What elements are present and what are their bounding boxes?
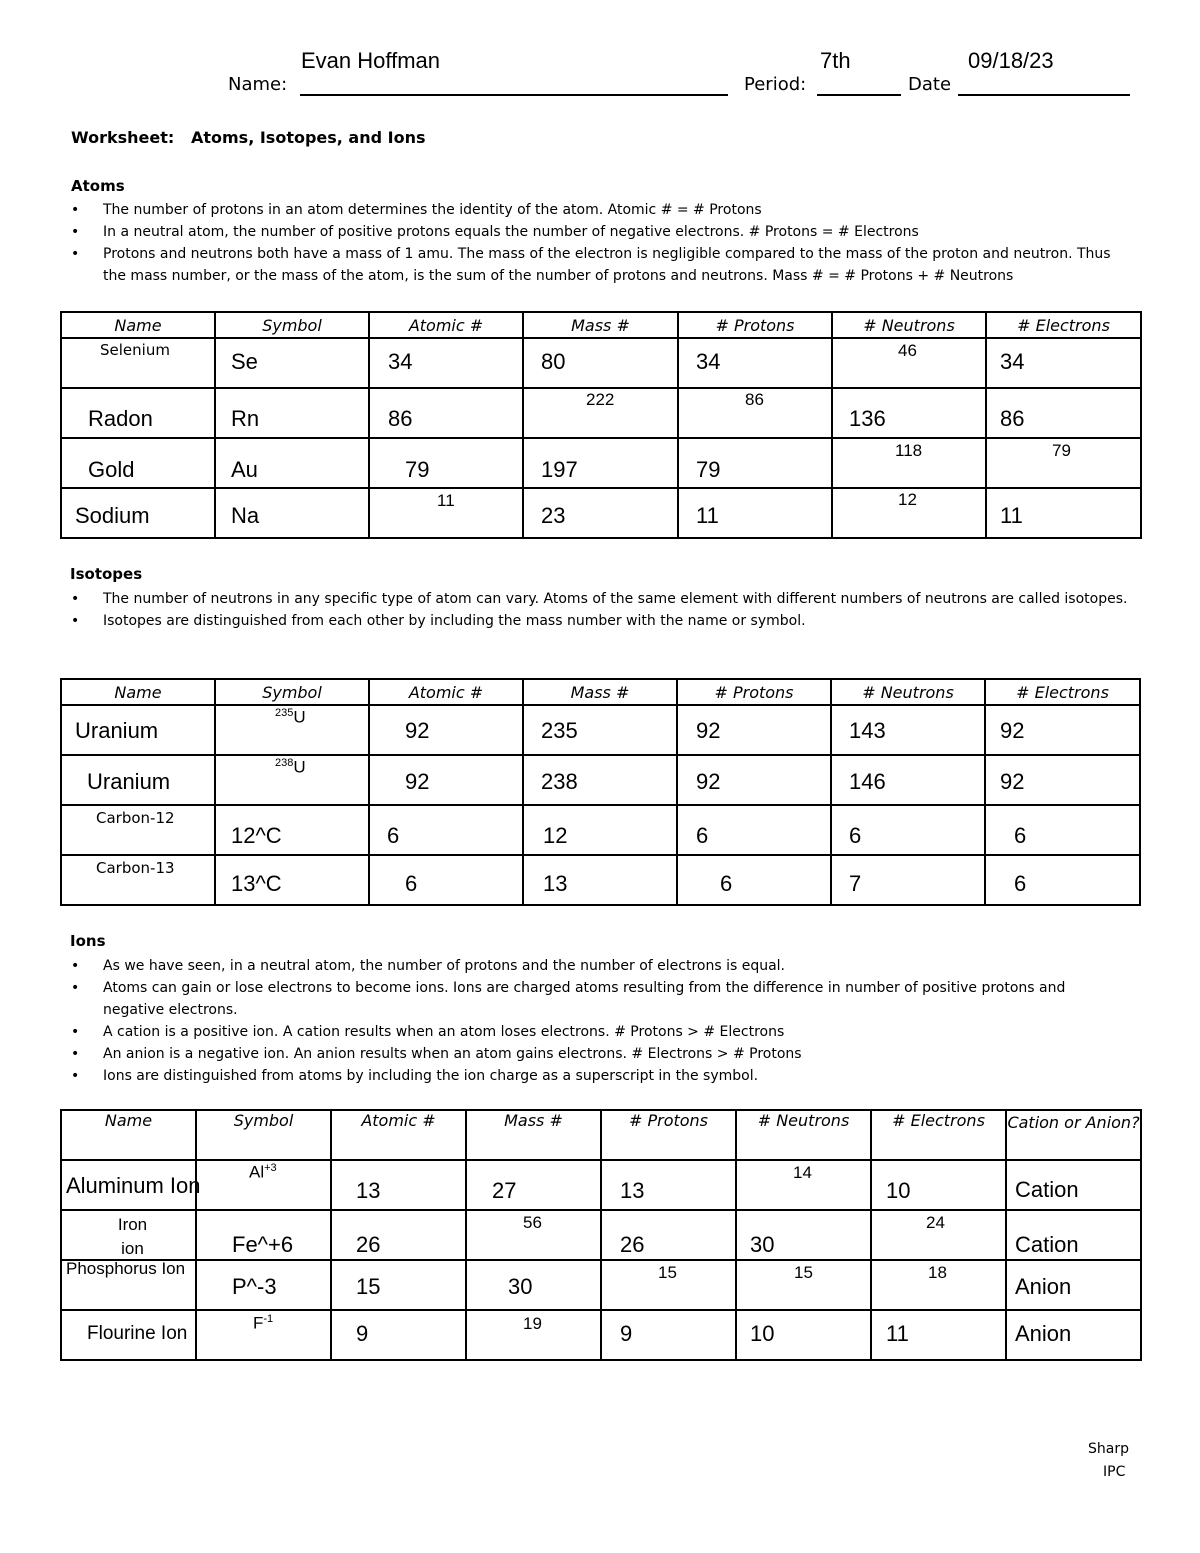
- table-cell: [61, 755, 215, 805]
- table-cell: [1006, 1160, 1141, 1210]
- table-cell: [466, 1310, 601, 1360]
- period-value: 7th: [820, 48, 851, 73]
- table-cell: [985, 855, 1140, 905]
- table-cell: [61, 338, 215, 388]
- name-label: Name:: [228, 74, 288, 95]
- table-cell: [466, 1210, 601, 1260]
- table-cell: [985, 705, 1140, 755]
- table-cell: [601, 1160, 736, 1210]
- table-cell: [61, 805, 215, 855]
- table-cell: [1006, 1260, 1141, 1310]
- cell-value: 12: [543, 823, 568, 848]
- mass-number-superscript: 238: [275, 757, 294, 769]
- table-row: [61, 705, 1140, 755]
- table-cell: [523, 438, 678, 488]
- cell-value: 86: [388, 406, 413, 431]
- column-header: Name: [61, 312, 215, 338]
- column-header: Mass #: [466, 1110, 601, 1160]
- cell-value: 79: [405, 457, 430, 482]
- footer-author: Sharp: [1088, 1441, 1129, 1457]
- cell-value: 26: [620, 1232, 645, 1257]
- table-cell: [985, 755, 1140, 805]
- table-cell: [369, 438, 523, 488]
- table-cell: [1006, 1210, 1141, 1260]
- table-cell: [331, 1260, 466, 1310]
- cell-value: 6: [720, 871, 733, 896]
- column-header: Name: [61, 679, 215, 705]
- cell-value: 19: [523, 1314, 542, 1333]
- cell-value: 26: [356, 1232, 381, 1257]
- table-row: [61, 1160, 1141, 1210]
- table-cell: [736, 1260, 871, 1310]
- cell-name: Phosphorus Ion: [66, 1259, 186, 1278]
- cell-value: 136: [849, 406, 886, 431]
- list-item: • Ions are distinguished from atoms by including the ion charge as a superscript in the symbol.: [68, 1065, 1128, 1087]
- table-row: [61, 338, 1141, 388]
- table-cell: [196, 1160, 331, 1210]
- table-cell: [736, 1310, 871, 1360]
- cell-name: Iron ion: [117, 1215, 148, 1258]
- cell-symbol: [275, 757, 306, 778]
- table-cell: [601, 1210, 736, 1260]
- table-cell: [466, 1260, 601, 1310]
- table-row: [61, 388, 1141, 438]
- column-header: # Neutrons: [736, 1110, 871, 1160]
- table-row: [61, 1210, 1141, 1260]
- cell-symbol: Fe^+6: [232, 1232, 294, 1257]
- table-cell: [523, 488, 678, 538]
- table-cell: [61, 438, 215, 488]
- table-cell: [523, 338, 678, 388]
- cell-value: 13: [620, 1178, 645, 1203]
- table-cell: [832, 438, 986, 488]
- cell-value: 79: [696, 457, 721, 482]
- table-cell: [871, 1210, 1006, 1260]
- table-row: [61, 755, 1140, 805]
- table-cell: [1006, 1310, 1141, 1360]
- cell-value: 6: [405, 871, 418, 896]
- table-cell: [369, 755, 523, 805]
- table-cell: [677, 705, 831, 755]
- isotopes-table: [60, 678, 1141, 906]
- cell-value: 10: [886, 1178, 911, 1203]
- cell-value: 6: [696, 823, 709, 848]
- table-cell: [61, 1210, 196, 1260]
- table-cell: [331, 1310, 466, 1360]
- column-header: # Neutrons: [831, 679, 985, 705]
- table-cell: [61, 1160, 201, 1210]
- cell-symbol: 13^C: [231, 871, 282, 896]
- footer-course: IPC: [1103, 1464, 1126, 1480]
- column-header: # Neutrons: [832, 312, 986, 338]
- cell-name: Carbon-13: [96, 859, 175, 877]
- cell-value: 92: [1000, 769, 1025, 794]
- cell-value: 6: [1014, 823, 1027, 848]
- cell-value: 118: [895, 441, 923, 460]
- table-cell: [736, 1160, 871, 1210]
- worksheet-title: Worksheet: Atoms, Isotopes, and Ions: [71, 128, 426, 147]
- column-header: # Electrons: [986, 312, 1141, 338]
- cell-value: 11: [696, 503, 719, 528]
- element-symbol: F: [253, 1313, 264, 1333]
- cell-value: 79: [1052, 441, 1071, 460]
- cell-value: 27: [492, 1178, 517, 1203]
- cell-value: Anion: [1015, 1321, 1072, 1346]
- cell-symbol: 12^C: [231, 823, 282, 848]
- element-symbol: U: [293, 707, 306, 727]
- table-cell: [369, 855, 523, 905]
- cell-value: 235: [541, 718, 578, 743]
- table-cell: [61, 705, 215, 755]
- cell-value: 15: [356, 1274, 381, 1299]
- cell-value: 14: [793, 1163, 812, 1182]
- cell-value: 92: [405, 718, 430, 743]
- atoms-heading: Atoms: [71, 177, 125, 195]
- cell-value: 197: [541, 457, 578, 482]
- list-item: • A cation is a positive ion. A cation results when an atom loses electrons. # Protons > # Electrons: [68, 1021, 1128, 1043]
- table-cell: [986, 388, 1141, 438]
- list-item: • Protons and neutrons both have a mass of 1 amu. The mass of the electron is negligible compared to the mass of the proton and neutron. Thus the mass number, or the mass of the atom, is the sum of the number of protons and neutrons. Mass # = # Protons + # Neutrons: [68, 243, 1128, 287]
- column-header: Mass #: [523, 679, 677, 705]
- table-cell: [986, 338, 1141, 388]
- table-cell: [369, 338, 523, 388]
- table-cell: [832, 388, 986, 438]
- table-cell: [678, 438, 832, 488]
- cell-name: Radon: [88, 406, 153, 431]
- cell-value: 56: [523, 1213, 542, 1232]
- column-header: Name: [61, 1110, 196, 1160]
- cell-name: Aluminum Ion: [66, 1173, 201, 1198]
- ions-heading: Ions: [70, 932, 106, 950]
- table-cell: [523, 755, 677, 805]
- cell-value: 34: [696, 349, 721, 374]
- cell-name: Selenium: [100, 341, 170, 359]
- cell-value: 34: [1000, 349, 1025, 374]
- table-row: [61, 438, 1141, 488]
- cell-value: 12: [898, 490, 917, 509]
- table-row: [61, 1310, 1141, 1360]
- cell-value: 23: [541, 503, 566, 528]
- table-cell: [215, 488, 369, 538]
- cell-value: 222: [586, 390, 615, 409]
- column-header: Symbol: [196, 1110, 331, 1160]
- cell-symbol: [275, 707, 306, 728]
- cell-value: 11: [886, 1321, 909, 1346]
- table-cell: [523, 388, 678, 438]
- table-cell: [61, 488, 215, 538]
- column-header: # Electrons: [985, 679, 1140, 705]
- table-cell: [677, 805, 831, 855]
- table-cell: [369, 388, 523, 438]
- table-cell: [331, 1210, 466, 1260]
- isotopes-bullet-list: [68, 588, 1128, 632]
- table-cell: [831, 755, 985, 805]
- table-header-row: [61, 1110, 1141, 1160]
- cell-value: 34: [388, 349, 413, 374]
- cell-value: 18: [928, 1263, 947, 1282]
- date-underline: [958, 94, 1130, 96]
- table-cell: [871, 1160, 1006, 1210]
- table-cell: [369, 705, 523, 755]
- cell-value: 9: [356, 1321, 369, 1346]
- cell-value: Cation: [1015, 1177, 1079, 1202]
- table-cell: [331, 1160, 466, 1210]
- element-symbol: U: [293, 757, 306, 777]
- table-cell: [523, 805, 677, 855]
- column-header: # Protons: [601, 1110, 736, 1160]
- cell-symbol: [253, 1313, 273, 1334]
- cell-name: Flourine Ion: [87, 1323, 188, 1344]
- cell-value: 86: [745, 390, 764, 409]
- date-value: 09/18/23: [968, 48, 1054, 73]
- table-cell: [986, 438, 1141, 488]
- column-header: Symbol: [215, 312, 369, 338]
- list-item: • Atoms can gain or lose electrons to become ions. Ions are charged atoms resulting from the difference in number of positive protons and negative electrons.: [68, 977, 1128, 1021]
- table-cell: [831, 705, 985, 755]
- table-cell: [736, 1210, 871, 1260]
- cell-value: Cation: [1015, 1232, 1079, 1257]
- cell-value: 92: [1000, 718, 1025, 743]
- cell-value: 9: [620, 1321, 633, 1346]
- table-cell: [831, 805, 985, 855]
- cell-symbol: [249, 1162, 277, 1183]
- cell-value: 11: [437, 491, 455, 510]
- table-cell: [61, 1260, 196, 1310]
- list-item: • An anion is a negative ion. An anion results when an atom gains electrons. # Electrons > # Protons: [68, 1043, 1128, 1065]
- cell-value: 13: [356, 1178, 381, 1203]
- table-cell: [832, 338, 986, 388]
- column-header: Cation or Anion?: [1006, 1110, 1141, 1160]
- cell-value: 92: [696, 769, 721, 794]
- cell-name: Sodium: [75, 503, 150, 528]
- cell-value: 92: [405, 769, 430, 794]
- table-cell: [678, 388, 832, 438]
- table-cell: [196, 1210, 331, 1260]
- column-header: # Protons: [677, 679, 831, 705]
- table-row: [61, 855, 1140, 905]
- table-cell: [61, 1310, 196, 1360]
- column-header: Atomic #: [369, 312, 523, 338]
- cell-value: 24: [926, 1213, 945, 1232]
- table-cell: [215, 855, 369, 905]
- cell-value: 15: [658, 1263, 677, 1282]
- table-cell: [871, 1310, 1006, 1360]
- table-header-row: [61, 679, 1140, 705]
- table-cell: [466, 1160, 601, 1210]
- date-label: Date: [908, 74, 952, 95]
- table-cell: [831, 855, 985, 905]
- list-item: • As we have seen, in a neutral atom, the number of protons and the number of electrons is equal.: [68, 955, 1128, 977]
- table-cell: [832, 488, 986, 538]
- cell-value: 92: [696, 718, 721, 743]
- table-row: [61, 805, 1140, 855]
- table-cell: [678, 338, 832, 388]
- cell-value: 6: [1014, 871, 1027, 896]
- cell-value: 30: [750, 1232, 775, 1257]
- charge-superscript: -1: [263, 1313, 274, 1325]
- table-cell: [523, 855, 677, 905]
- cell-value: 146: [849, 769, 886, 794]
- list-item: • The number of neutrons in any specific type of atom can vary. Atoms of the same element with different numbers of neutrons are called isotopes.: [68, 588, 1128, 610]
- period-underline: [817, 94, 901, 96]
- cell-value: 80: [541, 349, 566, 374]
- table-cell: [677, 855, 831, 905]
- cell-value: 10: [750, 1321, 775, 1346]
- table-cell: [196, 1310, 331, 1360]
- table-cell: [986, 488, 1141, 538]
- cell-name: Uranium: [87, 769, 171, 794]
- cell-value: 86: [1000, 406, 1025, 431]
- cell-symbol: Na: [231, 503, 260, 528]
- cell-name: Gold: [88, 457, 135, 482]
- element-symbol: Al: [249, 1162, 265, 1182]
- list-item: • Isotopes are distinguished from each other by including the mass number with the name or symbol.: [68, 610, 1128, 632]
- column-header: # Electrons: [871, 1110, 1006, 1160]
- cell-value: 15: [794, 1263, 813, 1282]
- list-item: • In a neutral atom, the number of positive protons equals the number of negative electrons. # Protons = # Electrons: [68, 221, 1128, 243]
- name-value: Evan Hoffman: [301, 48, 441, 73]
- table-cell: [215, 755, 369, 805]
- cell-value: 46: [898, 341, 917, 360]
- cell-value: 30: [508, 1274, 533, 1299]
- cell-value: Anion: [1015, 1274, 1072, 1299]
- table-cell: [523, 705, 677, 755]
- cell-value: 7: [849, 871, 862, 896]
- cell-name: Carbon-12: [96, 809, 175, 827]
- atoms-bullet-list: [68, 199, 1128, 287]
- cell-value: 6: [387, 823, 400, 848]
- table-row: [61, 1260, 1141, 1310]
- ions-table: [60, 1109, 1142, 1361]
- table-cell: [196, 1260, 331, 1310]
- table-cell: [215, 438, 369, 488]
- mass-number-superscript: 235: [275, 707, 294, 719]
- table-cell: [369, 805, 523, 855]
- table-cell: [601, 1260, 736, 1310]
- cell-value: 11: [1000, 503, 1023, 528]
- list-item: • The number of protons in an atom determines the identity of the atom. Atomic # = # Protons: [68, 199, 1128, 221]
- cell-symbol: Au: [231, 457, 258, 482]
- column-header: Symbol: [215, 679, 369, 705]
- cell-symbol: P^-3: [232, 1274, 277, 1299]
- table-cell: [215, 805, 369, 855]
- table-cell: [61, 855, 215, 905]
- column-header: Atomic #: [331, 1110, 466, 1160]
- cell-symbol: Se: [231, 349, 258, 374]
- table-cell: [871, 1260, 1006, 1310]
- cell-name: Uranium: [75, 718, 159, 743]
- table-cell: [369, 488, 523, 538]
- period-label: Period:: [744, 74, 807, 95]
- table-row: [61, 488, 1141, 538]
- table-cell: [215, 338, 369, 388]
- cell-value: 13: [543, 871, 568, 896]
- column-header: Mass #: [523, 312, 678, 338]
- charge-superscript: +3: [264, 1162, 277, 1174]
- cell-value: 238: [541, 769, 578, 794]
- table-cell: [215, 388, 369, 438]
- isotopes-heading: Isotopes: [70, 565, 143, 583]
- table-header-row: [61, 312, 1141, 338]
- table-cell: [601, 1310, 736, 1360]
- table-cell: [677, 755, 831, 805]
- ions-bullet-list: [68, 955, 1128, 1087]
- column-header: # Protons: [678, 312, 832, 338]
- cell-symbol: Rn: [231, 406, 260, 431]
- atoms-table: [60, 311, 1142, 539]
- cell-value: 143: [849, 718, 886, 743]
- cell-value: 6: [849, 823, 862, 848]
- column-header: Atomic #: [369, 679, 523, 705]
- table-cell: [215, 705, 369, 755]
- name-underline: [300, 94, 728, 96]
- table-cell: [61, 388, 215, 438]
- table-cell: [678, 488, 832, 538]
- table-cell: [985, 805, 1140, 855]
